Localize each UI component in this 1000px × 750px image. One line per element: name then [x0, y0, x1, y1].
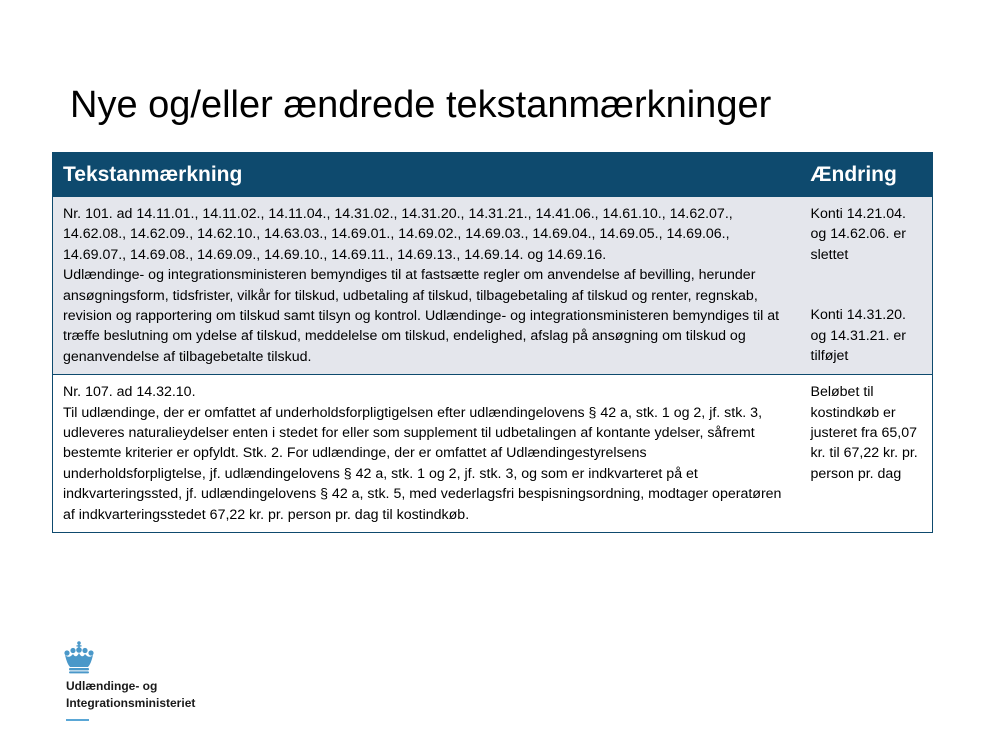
note-cell [53, 375, 801, 533]
change-text: Konti 14.21.04. og 14.62.06. er slettet [810, 206, 906, 263]
note-reference: Nr. 107. ad 14.32.10. [63, 384, 196, 401]
change-text: Konti 14.31.20. og 14.31.21. er tilføjet [810, 307, 906, 365]
change-text: Beløbet til kostindkøb er justeret fra 65,07 kr. til 67,22 kr. pr. person pr. dag [810, 384, 918, 482]
change-cell [801, 375, 933, 533]
column-header-note: Tekstanmærkning [53, 153, 801, 197]
ministry-logo [62, 640, 96, 674]
note-cell [53, 197, 801, 375]
crown-icon [62, 640, 96, 674]
change-cell [801, 197, 933, 375]
organization-name [66, 678, 195, 712]
table-header-row [53, 153, 933, 197]
column-header-change: Ændring [801, 153, 933, 197]
table-row [53, 197, 933, 375]
accent-divider [66, 719, 89, 721]
org-name-line-2: Integrationsministeriet [66, 696, 196, 710]
text-notes-table [52, 152, 933, 533]
org-name-line-1: Udlændinge- og [66, 679, 158, 693]
note-reference: Nr. 101. ad 14.11.01., 14.11.02., 14.11.04., 14.31.02., 14.31.20., 14.31.21., 14.41.06., 14.61.10., 14.62.07., 14.62.08., 14.62.09., 14.62.10., 14.63.03., 14.69.01., 14.69.02., 14.69.03., 14.69.04., 14.69.05., 14.69.06., 14.69.07., 14.69.08., 14.69.09., 14.69.10., 14.69.11., 14.69.13., 14.69.14. og 14.69.16. [63, 206, 733, 263]
note-text: Til udlændinge, der er omfattet af underholdsforpligtigelsen efter udlændingelovens § 42 a, stk. 1 og 2, jf. stk. 3, udleveres naturalieydelser enten i stedet for eller som supplement til udbetalingen af kontante ydelser, såfremt bestemte kriterier er opfyldt. Stk. 2. For udlændinge, der er omfattet af Udlændingestyrelsens underholdsforpligtelse, jf. udlændingelovens § 42 a, stk. 1 og 2, jf. stk. 3, og som er indkvarteret på et indkvarteringssted, jf. udlændingelovens § 42 a, stk. 5, med vederlagsfri bespisningsordning, modtager operatøren af indkvarteringsstedet 67,22 kr. pr. person pr. dag til kostindkøb. [63, 404, 782, 523]
note-text: Udlændinge- og integrationsministeren bemyndiges til at fastsætte regler om anvendelse af bevilling, herunder ansøgningsform, tidsfrister, vilkår for tilskud, udbetaling af tilskud, tilbagebetaling af tilskud og renter, regnskab, revision og rapportering om tilskud samt tilsyn og kontrol. Udlændinge- og integrationsministeren bemyndiges til at træffe beslutning om ydelse af tilskud, meddelelse om tilskud, endelighed, afslag på ansøgning om tilskud og genanvendelse af tilbagebetalte tilskud. [63, 267, 780, 365]
slide-title: Nye og/eller ændrede tekstanmærkninger [70, 84, 772, 126]
table-row [53, 375, 933, 533]
